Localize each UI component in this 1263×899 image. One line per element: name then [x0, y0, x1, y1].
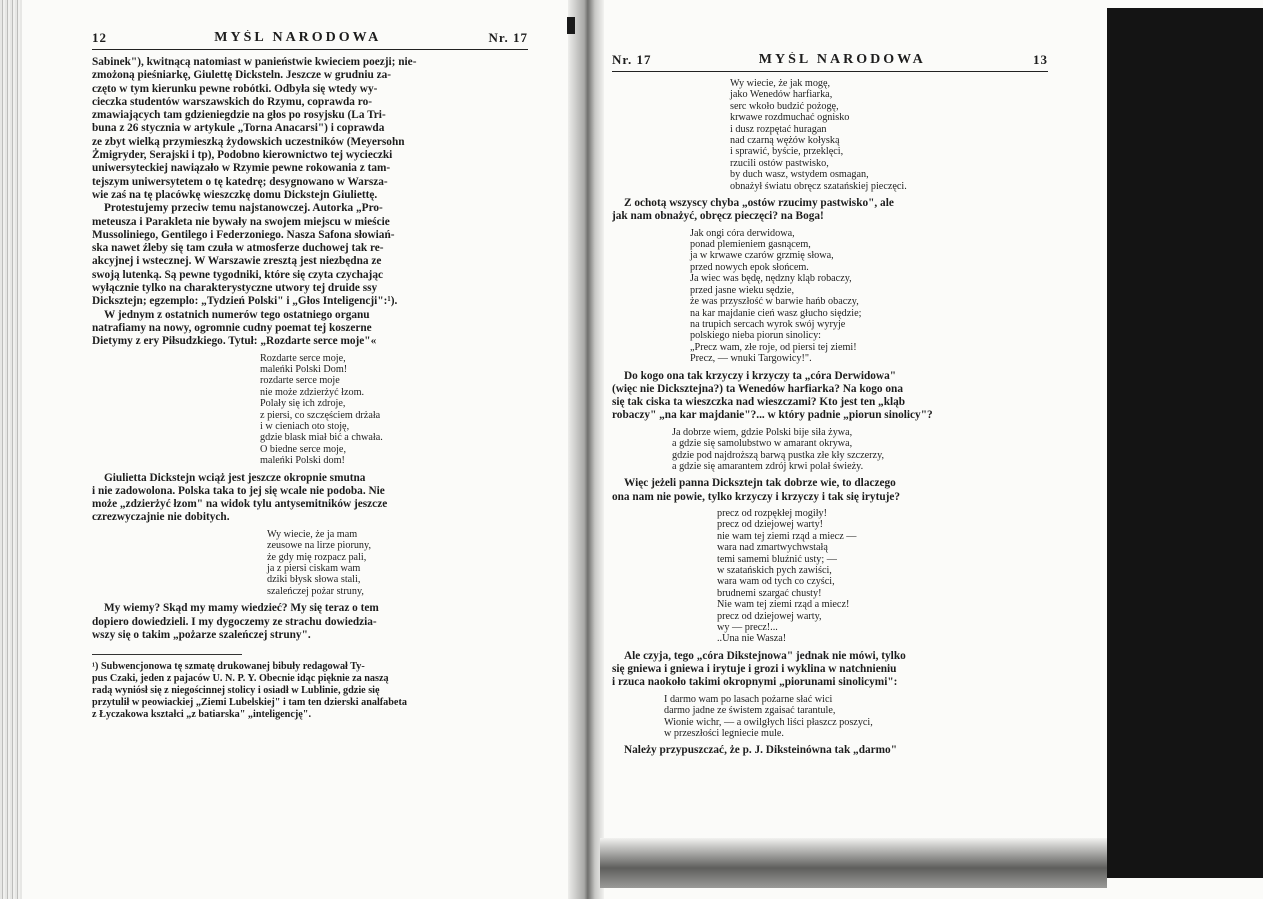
- left-paragraph-4: Giulietta Dickstejn wciąż jest jeszcze okropnie smutna i nie zadowolona. Polska taka to jej się wcale nie podoba. Nie może „zdzierżyć łzom" na widok tylu antysemitników jeszcze czrezwyczajnie nie dobitych.: [92, 471, 388, 524]
- right-verse-5: I darmo wam po lasach pożarne słać wici darmo jadne ze świstem zgaisać tarantule, Wionie wichr, — a owilgłych liści płaszcz poszyci, w przeszłości legniecie mule.: [664, 693, 873, 739]
- right-verse-1: Wy wiecie, że jak mogę, jako Wenedów harfiarka, serc wkoło budzić pożogę, krwawe rozdmuchać ognisko i dusz rozpętać huragan nad czarną wężów kołyską i sprawić, byście, przeklęci, rzucili ostów pastwisko, by duch wasz, wstydem osmagan, obnażył światu obręcz szatańskiej pieczęci.: [730, 78, 907, 192]
- left-paragraph-1: Sabinek"), kwitnącą natomiast w panieństwie kwieciem poezji; nie- zmożoną pieśniarkę, Giulettę Dicksteln. Jeszcze w grudniu za- częto w tym kierunku pewne robótki. Odbyła się wtedy wy- cieczka studentów warszawskich do Rzymu, coprawda ro- zmawiających tam gdzieniegdzie na głos po rosyjsku (La Tri- buna z 26 stycznia w artykule „Torna Anacarsi") i coprawda ze zbyt wielką przymieszką żydowskich uczestników (Meyersohn Żmigryder, Serajski i tp), Podobno kierownictwo tej wycieczki uniwersyteckiej nawiązało w Rzymie pewne rokowania z tam- tejszym uniwersytetem o tę katedrę; desygnowano w Warsza- wie zaś na tę placówkę wieszczkę domu Dickstejn Giuliettę.: [92, 56, 417, 201]
- right-verse-3: Ja dobrze wiem, gdzie Polski bije siła żywa, a gdzie się samolubstwo w amarant okrywa, gdzie pod najdroższą barwą pustka złe kły szczerzy, a gdzie się amarantem zdrój krwi polał świeży.: [672, 426, 885, 472]
- right-page: [612, 52, 1048, 836]
- footnote-divider: [92, 654, 242, 655]
- left-page: [92, 30, 528, 838]
- right-verse-2: Jak ongi córa derwidowa, ponad plemieniem gasnącem, ja w krwawe czarów grzmię słowa, przed nowych epok słońcem. Ja wiec was będę, nędzny kląb robaczy, przed jasne wieku sędzie, że was przyszłość w barwie hańb obaczy, na kar majdanie cień wasz głucho siędzie; na trupich sercach wyrok swój wyryje polskiego nieba piorun sinolicy: „Precz wam, złe roje, od piersi tej ziemi! Precz, — wnuki Targowicy!".: [690, 227, 862, 365]
- left-verse-2: Wy wiecie, że ja mam zeusowe na lirze pioruny, że gdy mię rozpacz pali, ja z piersi ciskam wam dziki błysk słowa stali, szaleńczej pożar struny,: [267, 528, 372, 597]
- right-paragraph-4: Ale czyja, tego „córa Dikstejnowa" jednak nie mówi, tylko się gniewa i gniewa i irytuje i grozi i wyklina w natchnieniu i rzuca naokoło takimi okropnymi „piorunami sinolicymi":: [612, 649, 906, 689]
- left-issue-number: Nr. 17: [488, 30, 528, 45]
- left-paragraph-2: Protestujemy przeciw temu najstanowczej. Autorka „Pro- meteusza i Parakleta nie bywały na swojem miejscu w mieście Mussoliniego, Gentilego i Federzoniego. Nasza Safona słowiań- ska nawet źleby się tam czuła w atmosferze duchowej tak re- akcyjnej i wstecznej. W Warszawie zresztą jest niezbędna ze swoją lutenką. Są pewne tygodniki, które się czyta czychając wyłącznie tylko na charakterystyczne utwory tej druide ssy Dicksztejn; egzemplo: „Tydzień Polski" i „Głos Inteligencji":¹).: [92, 202, 398, 308]
- spine-mark: [567, 17, 575, 34]
- right-page-number: 13: [1033, 52, 1048, 67]
- right-verse-4: precz od rozpękłej mogiły! precz od dziejowej warty! nie wam tej ziemi rząd a miecz — wara nad zmartwychwstałą temi samemi bluźnić usty; — w szatańskich pych zawiści, wara wam od tych co czyści, brudnemi szargać chusty! Nie wam tej ziemi rząd a miecz! precz od dziejowej warty, wy — precz!... ..Una nie Wasza!: [717, 507, 857, 645]
- right-paragraph-5: Należy przypuszczać, że p. J. Diksteinówna tak „darmo": [624, 744, 897, 757]
- left-footnote: ¹) Subwencjonowa tę szmatę drukowanej bibuły redagował Ty- pus Czaki, jeden z pajaców U. N. P. Y. Obecnie idąc pięknie za naszą radą wyniósł się z niegościnnej stolicy i osiadł w Lublinie, gdzie się przytulił w peowiackiej „Ziemi Lubelskiej" i tam ten dzierski analfabeta z Łyczakowa kształci „z batiarska" „inteligencję".: [92, 661, 407, 721]
- left-paragraph-5: My wiemy? Skąd my mamy wiedzieć? My się teraz o tem dopiero dowiedzieli. I my dygoczemy ze strachu dowiedzia- wszy się o takim „pożarze szaleńczej struny".: [92, 602, 379, 641]
- left-verse-1: Rozdarte serce moje, maleńki Polski Dom! rozdarte serce moje nie może zdzierżyć łzom. Polały się ich zdroje, z piersi, co szczęściem drżała i w cieniach oto stoję, gdzie blask miał bić a chwała. O biedne serce moje, maleńki Polski dom!: [260, 352, 383, 467]
- right-paragraph-2: Do kogo ona tak krzyczy i krzyczy ta „córa Derwidowa" (więc nie Dicksztejna?) ta Wenedów harfiarka? Na kogo ona się tak ciska ta wieszczka nad wieszczami? Kto jest ten „kląb robaczy" „na kar majdanie"?... w który padnie „piorun sinolicy"?: [612, 369, 933, 422]
- left-page-edge: [0, 0, 22, 899]
- scan-dark-margin: [1107, 8, 1263, 878]
- right-page-header: [612, 52, 1048, 72]
- scan-bottom-shadow: [600, 838, 1107, 888]
- left-paragraph-3: W jednym z ostatnich numerów tego ostatniego organu natrafiamy na nowy, ogromnie cudny poemat tej koszerne Dietymy z ery Piłsudzkiego. Tytuł: „Rozdarte serce moje"«: [92, 308, 377, 348]
- left-page-number: 12: [92, 30, 107, 45]
- right-paragraph-1: Z ochotą wszyscy chyba „ostów rzucimy pastwisko", ale jak nam obnażyć, obręcz pieczęci? na Boga!: [612, 197, 894, 223]
- book-spine: [568, 0, 604, 899]
- right-page-title: MYŚL NARODOWA: [758, 52, 926, 67]
- left-page-title: MYŚL NARODOWA: [214, 30, 382, 45]
- right-paragraph-3: Więc jeżeli panna Dicksztejn tak dobrze wie, to dlaczego ona nam nie powie, tylko krzyczy i krzyczy i tak się irytuje?: [612, 477, 901, 503]
- right-issue-number: Nr. 17: [612, 52, 652, 67]
- left-page-header: [92, 30, 528, 50]
